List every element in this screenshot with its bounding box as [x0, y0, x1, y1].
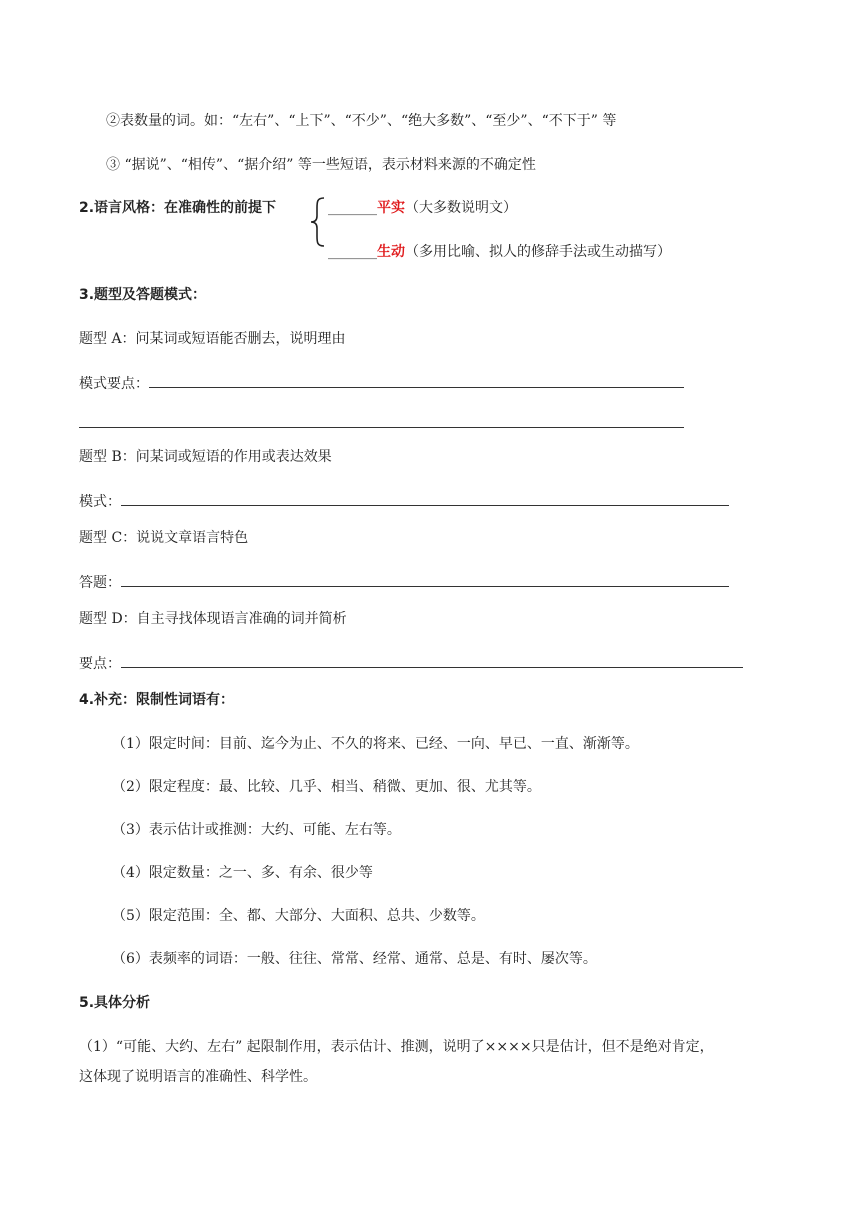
question-type-c: 题型 C：说说文章语言特色 — [79, 530, 249, 546]
question-type-a: 题型 A：问某词或短语能否删去，说明理由 — [79, 331, 346, 347]
limit-item-degree: （2）限定程度：最、比较、几乎、相当、稍微、更加、很、尤其等。 — [112, 779, 541, 795]
limit-item-estimate: （3）表示估计或推测：大约、可能、左右等。 — [112, 822, 401, 838]
list-item-source-phrases: ③ “据说”、“相传”、“据介绍” 等一些短语，表示材料来源的不确定性 — [106, 157, 536, 173]
list-item-quantity-words: ②表数量的词。如：“左右”、“上下”、“不少”、“绝大多数”、“至少”、“不下于” 等 — [106, 113, 617, 129]
section4-heading: 4.补充：限制性词语有： — [79, 692, 235, 708]
type-b-label: 模式： — [79, 494, 121, 510]
type-a-label: 模式要点： — [79, 376, 149, 392]
type-a-answer-row-2 — [79, 413, 684, 434]
style-note-vivid: （多用比喻、拟人的修辞手法或生动描写） — [405, 244, 671, 260]
limit-item-frequency: （6）表频率的词语：一般、往往、常常、经常、通常、总是、有时、屡次等。 — [112, 951, 597, 967]
question-type-b: 题型 B：问某词或短语的作用或表达效果 — [79, 449, 332, 465]
answer-vivid: 生动 — [377, 244, 405, 260]
answer-plain: 平实 — [377, 200, 405, 216]
answer-blank: _______ — [328, 200, 377, 216]
answer-line — [121, 653, 743, 668]
question-type-d: 题型 D：自主寻找体现语言准确的词并简析 — [79, 611, 347, 627]
limit-item-time: （1）限定时间：目前、迄今为止、不久的将来、已经、一向、早已、一直、渐渐等。 — [112, 736, 639, 752]
type-c-label: 答题： — [79, 575, 121, 591]
answer-line — [121, 491, 729, 506]
type-a-answer-row — [79, 373, 684, 394]
type-b-answer-row — [79, 491, 729, 512]
answer-line — [79, 413, 684, 428]
style-option-plain — [328, 198, 517, 218]
style-note-plain: （大多数说明文） — [405, 200, 517, 216]
section2-heading: 2.语言风格：在准确性的前提下 — [79, 200, 277, 216]
answer-line — [149, 373, 684, 388]
type-d-answer-row — [79, 653, 743, 674]
limit-item-scope: （5）限定范围：全、都、大部分、大面积、总共、少数等。 — [112, 908, 485, 924]
type-d-label: 要点： — [79, 656, 121, 672]
curly-brace-icon — [308, 196, 328, 248]
answer-blank: _______ — [328, 244, 377, 260]
type-c-answer-row — [79, 572, 729, 593]
style-option-vivid — [328, 242, 671, 262]
limit-item-quantity: （4）限定数量：之一、多、有余、很少等 — [112, 865, 373, 881]
analysis-paragraph-line1: （1）“可能、大约、左右” 起限制作用，表示估计、推测，说明了××××只是估计，但不是绝对肯定， — [79, 1039, 714, 1055]
section3-heading: 3.题型及答题模式： — [79, 287, 207, 303]
answer-line — [121, 572, 729, 587]
section5-heading: 5.具体分析 — [79, 995, 151, 1011]
analysis-paragraph-line2: 这体现了说明语言的准确性、科学性。 — [79, 1069, 317, 1085]
